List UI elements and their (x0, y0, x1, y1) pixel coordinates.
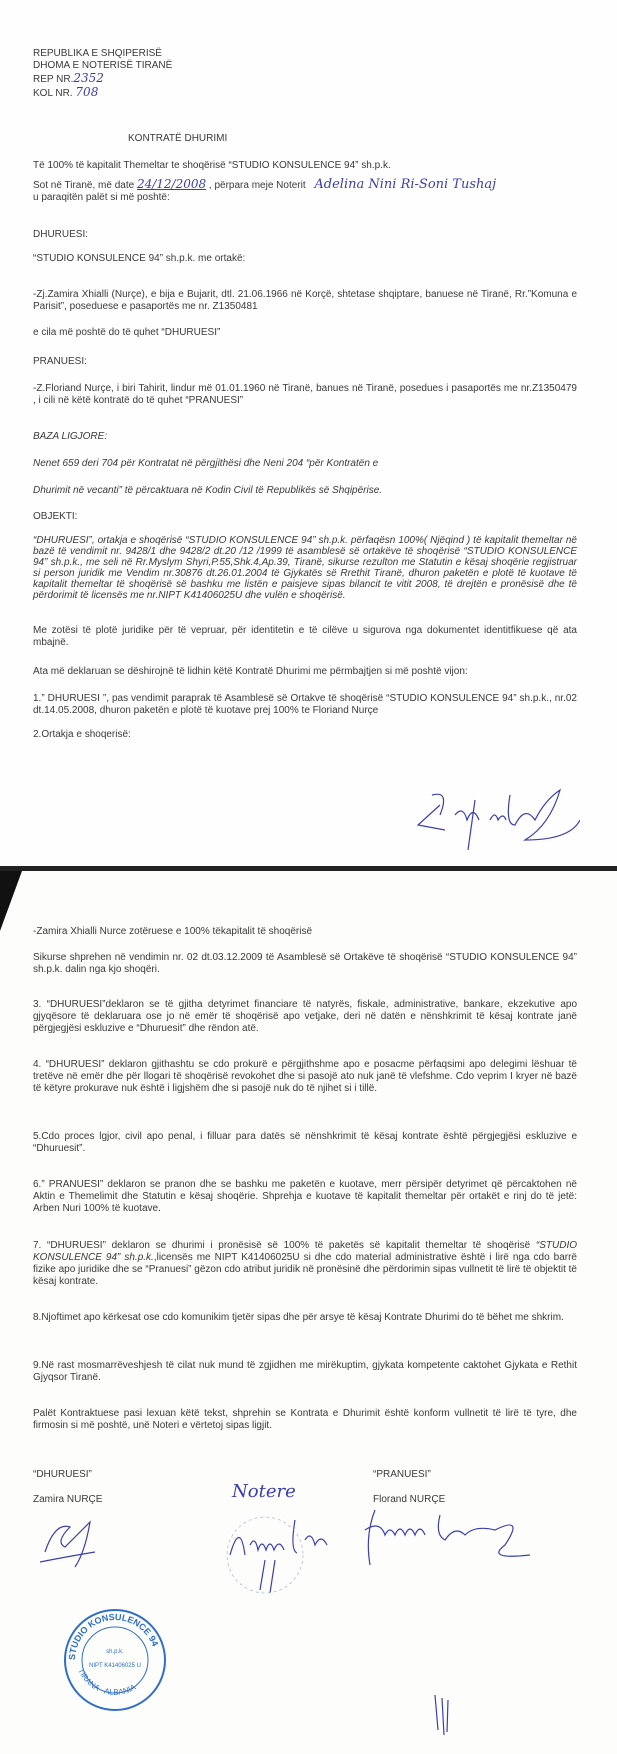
baza-line2: Dhurimit në vecanti” të përcaktuara në Kodin Civil të Republikës së Shqipërise. (33, 485, 383, 496)
clause-8: 8.Njoftimet apo kërkesat ose cdo komunikim tjetër sipas dhe për arsye të kësaj Kontrate Dhurimi do të bëhet me shkrim. (33, 1312, 564, 1323)
clause-2-owner: -Zamira Xhialli Nurce zotëruese e 100% tëkapitalit të shoqërisë (33, 926, 313, 937)
header-kol: KOL NR. 708 (33, 85, 99, 99)
document-title: KONTRATË DHURIMI (128, 133, 228, 144)
clause-3: 3. “DHURUESI”deklaron se të gjitha detyrimet financiare të natyrës, fiskale, administrative, bankare, ekzekutive apo gjyqësore të deklaruara ose jo në emër të shoqërisë apo vetjake, deri në datën e nënshkrimit të kësaj kontrate janë përgjegjësi eskluzive e “Dhuruesit” dhe rëndon atë. (33, 999, 577, 1034)
clause-1: 1.” DHURUESI ”, pas vendimit paraprak të Asamblesë së Ortakve të shoqërisë “STUDIO KONSULENCE 94” sh.p.k., nr.02 dt.14.05.2008, dhuron paketën e plotë të kuotave prej 100% te Floriand Nurçe (33, 693, 577, 716)
clause-2-decision: Sikurse shprehen në vendimin nr. 02 dt.03.12.2009 të Asamblesë së Ortakëve të shoqërisë “STUDIO KONSULENCE 94” sh.p.k. dalin nga kjo shoqëri. (33, 952, 577, 975)
clause-9: 9.Në rast mosmarrëveshjesh të cilat nuk mund të zgjidhen me mirëkuptim, gjykata kompetente caktohet Gjykata e Rethit Gjyqsor Tiranë. (33, 1360, 577, 1383)
initials-mark (430, 1690, 460, 1740)
svg-text:TIRANA - ALBANIA (76, 1667, 138, 1697)
objekti-heading: OBJEKTI: (33, 511, 78, 522)
pranuesi-heading: PRANUESI: (33, 356, 87, 367)
signature-pranuesi (355, 1505, 535, 1575)
pranuesi-role: “PRANUESI” (373, 1469, 431, 1480)
kol-number-handwritten: 708 (75, 85, 99, 99)
scan-shadow (0, 871, 22, 931)
baza-heading: BAZA LIGJORE: (33, 431, 108, 442)
document-subtitle: Të 100% të kapitalit Themeltar te shoqërisë “STUDIO KONSULENCE 94” sh.p.k. (33, 160, 391, 171)
dhuruesi-name: Zamira NURÇE (33, 1494, 103, 1505)
header-rep: REP NR.2352 (33, 71, 104, 85)
stamp-top-text: STUDIO KONSULENCE 94 (66, 1611, 161, 1661)
clause-6: 6.” PRANUESI” deklaron se pranon dhe se bashku me paketën e kuotave, merr përsipër detyrimet që përcaktohen në Aktin e Themelimit dhe Statutin e kësaj shoqërie. Shprehja e kuotave të kapitalit themeltar për ortakët e rinj do të jetë: Arben Nuri 100% të kuotave. (33, 1179, 577, 1214)
company-stamp (60, 1605, 170, 1715)
notary-name-handwritten: Adelina Nini Ri-Soni Tushaj (314, 177, 497, 192)
signature-notary (225, 1515, 345, 1595)
stamp-mid-text: sh.p.k. (106, 1649, 124, 1655)
clause-4: 4. “DHURUESI” deklaron gjithashtu se cdo prokurë e përgjithshme apo e posacme përfaqsimi apo delegimi lëshuar të tretëve në emër dhe për llogari të shoqërisë revokohet dhe si pasojë ato nuk janë të vlefshme. Cdo veprim I kryer në bazë të këtyre prokurave nuk është i ligjshëm dhe si pasojë nuk do të njihet si i tillë. (33, 1059, 577, 1094)
dhuruesi-heading: DHURUESI: (33, 229, 89, 240)
zotesi-paragraph: Me zotësi të plotë juridike për të vepruar, për identitetin e të cilëve u sigurova nga dokumentet identitfikuese që ata mbajnë. (33, 625, 577, 648)
dhuruesi-called: e cila më poshtë do të quhet “DHURUESI” (33, 327, 221, 338)
objekti-text: “DHURUESI”, ortakja e shoqërisë “STUDIO KONSULENCE 94” sh.p.k. përfaqësn 100%( Njëqind ) të kapitalit themeltar në bazë të vendimit nr. 9428/1 dhe 9428/2 dt.20 /12 /1999 të asamblesë së ortakëve të shoqërisë “STUDIO KONSULENCE 94” sh.p.k., me seli në Rr.Myslym Shyri,P.55,Shk.4,Ap.39, Tiranë, sikurse rezulton me Statutin e kësaj shoqërie regjistruar si person juridik me Vendim nr.30876 dt.26.01.2004 të Gjykatës së Rrethit Tiranë, dhuron paketën e plotë të kuotave të kapitalit themeltar të shoqërisë së bashku me listën e paisjeve sipas bilancit te vitit 2008, të drejtën e pronësisë dhe të përdorimit të licensës me nr.NIPT K41406025U dhe vulën e shoqërisë. (33, 535, 577, 601)
intro: Sot në Tiranë, më date 24/12/2008 , përpara meje Noterit Adelina Nini Ri-Soni Tushaj u paraqitën palët si më poshtë: (33, 177, 497, 203)
pranuesi-name: Florand NURÇE (373, 1494, 446, 1505)
dhuruesi-person: -Zj.Zamira Xhialli (Nurçe), e bija e Bujarit, dtl. 21.06.1966 në Korçë, shtetase shqiptare, banuese në Tiranë, Rr.”Komuna e Parisit”, poseduese e pasaportës me nr. Z1350481 (33, 289, 577, 312)
stamp-bottom-text: TIRANA - ALBANIA (76, 1666, 138, 1697)
notary-handwritten-label: Notere (232, 1481, 296, 1502)
clause-2: 2.Ortakja e shoqerisë: (33, 729, 131, 740)
header-republic: REPUBLIKA E SHQIPERISË (33, 48, 162, 59)
rep-number-handwritten: 2352 (73, 71, 104, 85)
baza-line1: Nenet 659 deri 704 për Kontratat në përgjithësi dhe Neni 204 “për Kontratën e (33, 458, 379, 469)
dhuruesi-company: “STUDIO KONSULENCE 94” sh.p.k. me ortakë: (33, 253, 246, 264)
stamp-nipt: NIPT K41406025 U (89, 1663, 141, 1669)
closing-paragraph: Palët Kontraktuese pasi lexuan këtë tekst, shprehin se Kontrata e Dhurimit është konform vullnetit të lirë të tyre, dhe firmosin si më poshtë, unë Noteri e vërtetoj sipas ligjit. (33, 1408, 577, 1431)
deklaruan-paragraph: Ata më deklaruan se dëshirojnë të lidhin këtë Kontratë Dhurimi me përmbajtjen si më poshtë vijon: (33, 666, 468, 677)
signature-pranuesi-page1 (410, 785, 580, 855)
header-block (33, 48, 577, 100)
date-handwritten: 24/12/2008 (136, 177, 207, 191)
page-break (0, 866, 617, 871)
pranuesi-person: -Z.Floriand Nurçe, i biri Tahirit, lindur më 01.01.1960 në Tiranë, banues në Tiranë, posedues i pasaportës me nr.Z1350479 , i cili në këtë kontratë do të quhet “PRANUESI” (33, 383, 577, 406)
header-chamber: DHOMA E NOTERISË TIRANË (33, 60, 173, 71)
clause-7: 7. “DHURUESI” deklaron se dhurimi i pronësisë së 100% të paketës së kapitalit themeltar të shoqërisë “STUDIO KONSULENCE 94” sh.p.k.,licensës me NIPT K41406025U si dhe cdo material administrative është i lirë nga cdo barrë fizike apo juridike dhe se “Pranuesi” gëzon cdo atribut juridik në pronësinë dhe përdorimin sipas vullnetit të lirë të objektit të kësaj kontrate. (33, 1240, 577, 1287)
clause-5: 5.Cdo proces lgjor, civil apo penal, i filluar para datës së nënshkrimit të kësaj kontrate është përgjegjësi eskluzive e “Dhuruesit”. (33, 1131, 577, 1154)
dhuruesi-role: “DHURUESI” (33, 1469, 92, 1480)
signature-dhuruesi (35, 1512, 115, 1572)
